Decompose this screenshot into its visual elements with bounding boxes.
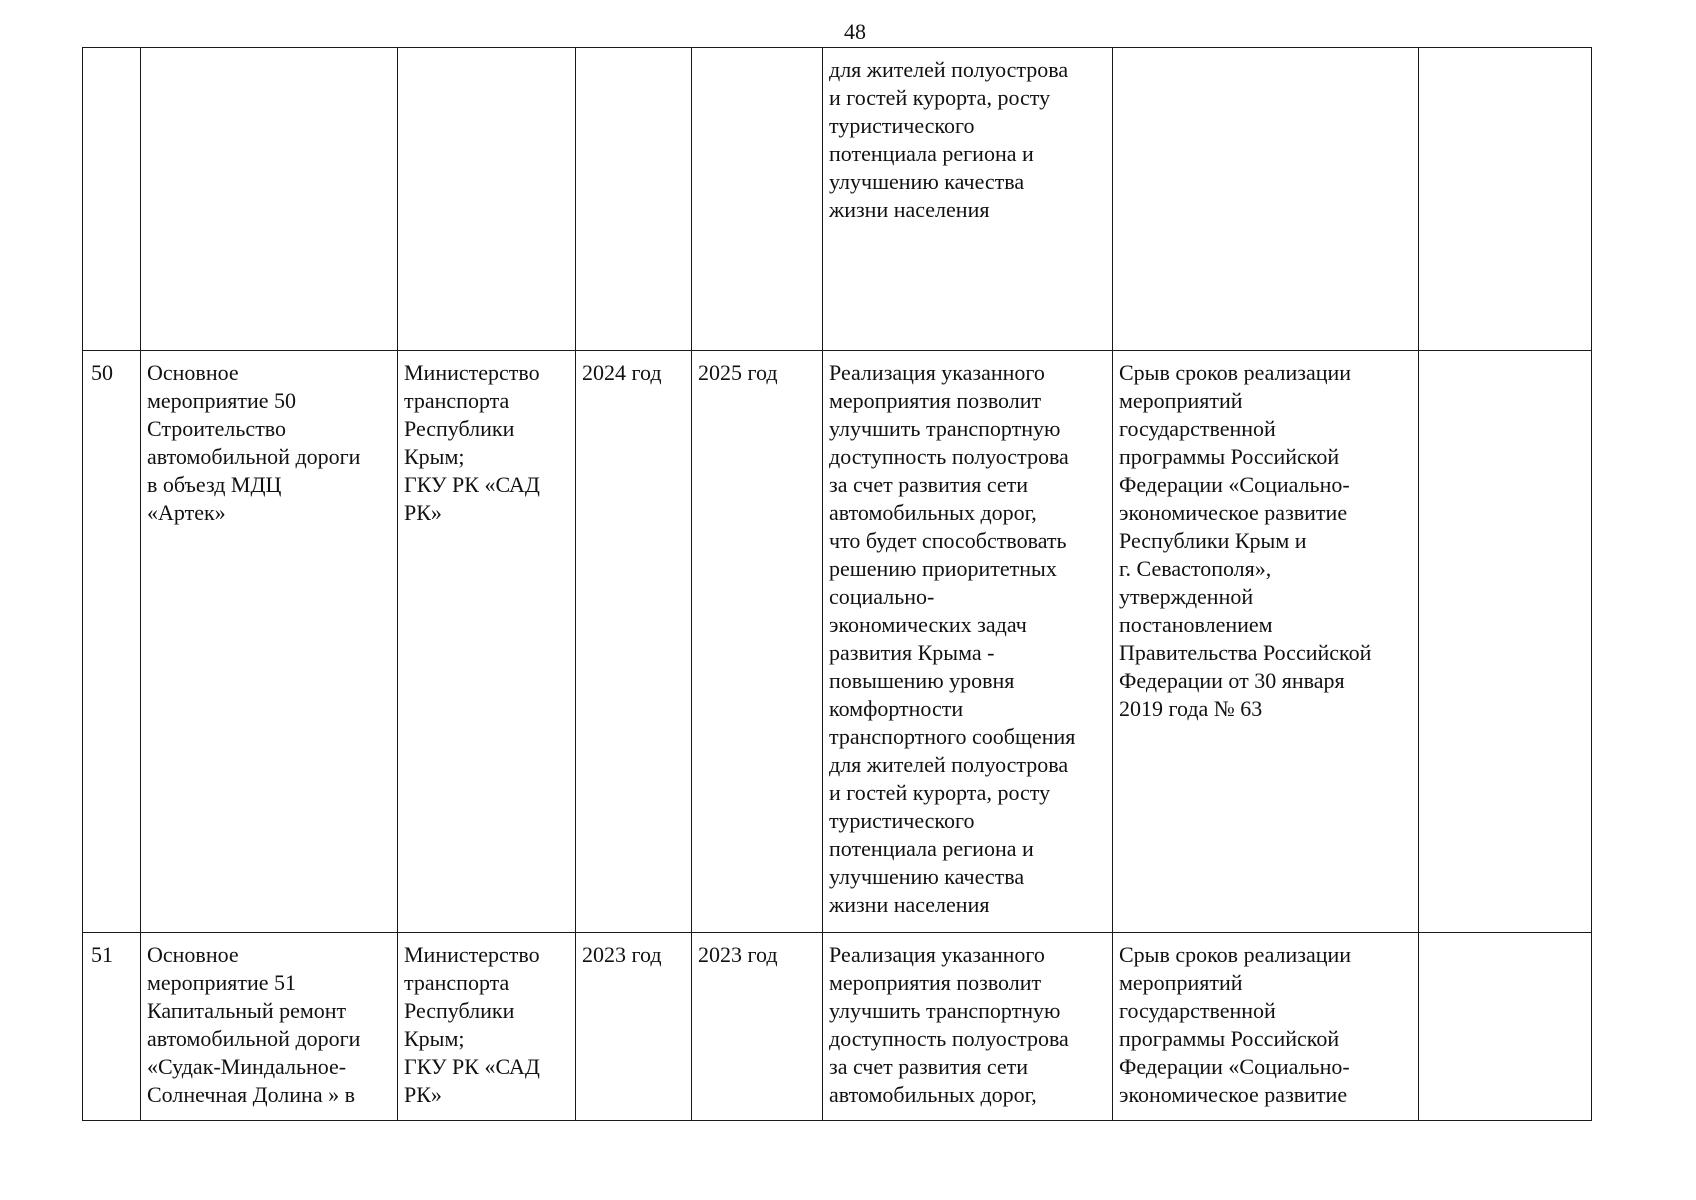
expected-result-cell: для жителей полуострова и гостей курорта, росту туристического потенциала региона и улучшению качества жизни населения — [823, 48, 1113, 351]
row-number-cell: 50 — [83, 351, 141, 933]
note-cell — [1419, 48, 1592, 351]
measure-cell: Основное мероприятие 50 Строительство автомобильной дороги в объезд МДЦ «Артек» — [141, 351, 398, 933]
expected-result-cell: Реализация указанного мероприятия позволит улучшить транспортную доступность полуострова за счет развития сети автомобильных дорог, — [823, 933, 1113, 1121]
executor-cell: Министерство транспорта Республики Крым; ГКУ РК «САД РК» — [398, 351, 576, 933]
end-date-cell: 2025 год — [692, 351, 823, 933]
end-date-cell — [692, 48, 823, 351]
table-row — [83, 351, 1592, 933]
start-date-cell: 2024 год — [576, 351, 692, 933]
expected-result-cell: Реализация указанного мероприятия позволит улучшить транспортную доступность полуострова за счет развития сети автомобильных дорог, что будет способствовать решению приоритетных социально- экономических задач развития Крыма - повышению уровня комфортности транспортного сообщения для жителей полуострова и гостей курорта, росту туристического потенциала региона и улучшению качества жизни населения — [823, 351, 1113, 933]
row-number-cell: 51 — [83, 933, 141, 1121]
start-date-cell: 2023 год — [576, 933, 692, 1121]
row-number-cell — [83, 48, 141, 351]
end-date-cell: 2023 год — [692, 933, 823, 1121]
measures-table — [82, 47, 1592, 1121]
consequence-cell — [1113, 48, 1419, 351]
start-date-cell — [576, 48, 692, 351]
page-number: 48 — [844, 19, 866, 44]
measure-cell — [141, 48, 398, 351]
table-row — [83, 933, 1592, 1121]
consequence-cell: Срыв сроков реализации мероприятий государственной программы Российской Федерации «Социально- экономическое развитие Республики Крым и г. Севастополя», утвержденной постановлением Правительства Российской Федерации от 30 января 2019 года № 63 — [1113, 351, 1419, 933]
executor-cell — [398, 48, 576, 351]
consequence-cell: Срыв сроков реализации мероприятий государственной программы Российской Федерации «Социально- экономическое развитие — [1113, 933, 1419, 1121]
executor-cell: Министерство транспорта Республики Крым; ГКУ РК «САД РК» — [398, 933, 576, 1121]
measure-cell: Основное мероприятие 51 Капитальный ремонт автомобильной дороги «Судак-Миндальное- Солнечная Долина » в — [141, 933, 398, 1121]
note-cell — [1419, 933, 1592, 1121]
table-row — [83, 48, 1592, 351]
note-cell — [1419, 351, 1592, 933]
